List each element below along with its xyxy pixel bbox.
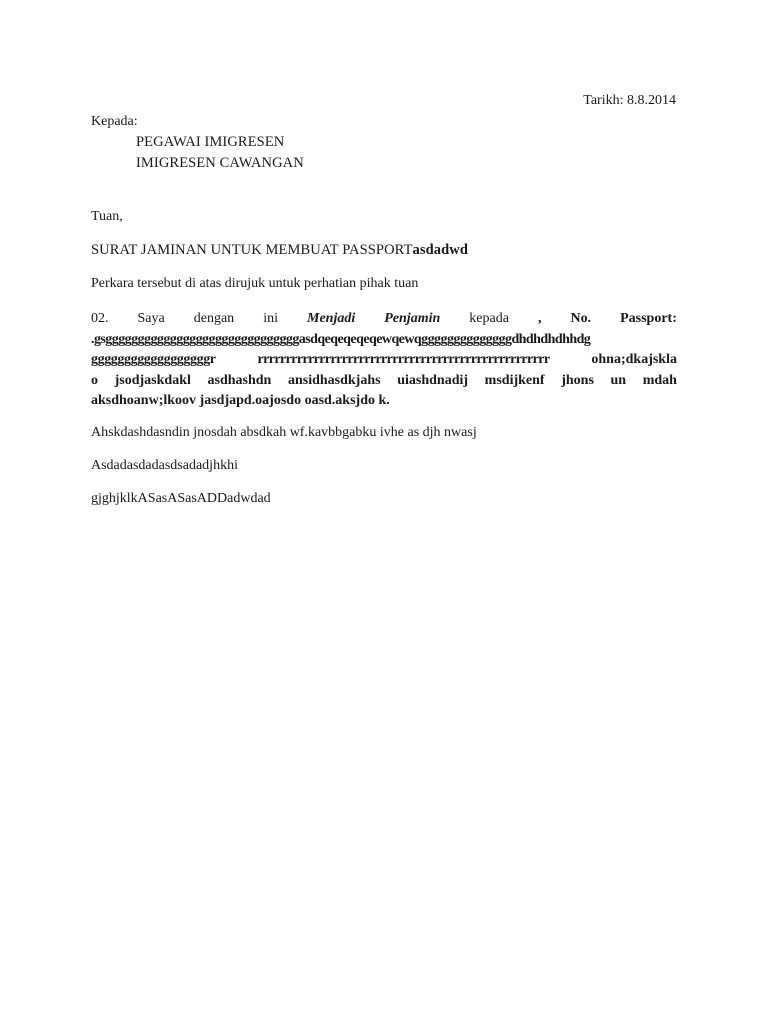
- body-word: Passport:: [620, 311, 677, 326]
- body-word: jsodjaskdakl: [114, 372, 191, 388]
- body-word: No.: [570, 311, 592, 326]
- body-text: .gsggggggggggggggggggggggggggggggasdqeqeqeqeqewqewqggggggggggggggdhdhdhdhhdg: [91, 331, 591, 347]
- body-word: dengan: [193, 311, 235, 326]
- body-word: asdhashdn: [207, 372, 272, 388]
- body-word: uiashdnadij: [397, 372, 469, 388]
- body-word: jhons: [561, 372, 594, 388]
- body-word: kepada: [469, 311, 509, 326]
- paragraph-4: Asdadasdadasdsadadjhkhi: [91, 458, 238, 473]
- salutation: Tuan,: [91, 209, 123, 224]
- body-line-1: [91, 309, 677, 330]
- body-line-4: [91, 371, 677, 392]
- body-word-emphasis: Menjadi: [307, 311, 356, 326]
- to-label: Kepada:: [91, 114, 138, 129]
- body-line-5: aksdhoanw;lkoov jasdjapd.oajosdo oasd.aksjdo k.: [91, 393, 390, 408]
- body-text: ohna;dkajskla: [591, 352, 677, 367]
- paragraph-5: gjghjklkASasASasADDadwdad: [91, 491, 271, 506]
- subject-heading: [91, 242, 468, 259]
- paragraph-3: Ahskdashdasndin jnosdah absdkah wf.kavbbgabku ivhe as djh nwasj: [91, 425, 477, 440]
- subject-main: SURAT JAMINAN UNTUK MEMBUAT PASSPORT: [91, 242, 413, 258]
- recipient-line-2: IMIGRESEN CAWANGAN: [136, 155, 304, 171]
- body-word-emphasis: Penjamin: [384, 311, 441, 326]
- body-word: msdijkenf: [484, 372, 545, 388]
- subject-suffix: asdadwd: [412, 242, 469, 258]
- letter-date: Tarikh: 8.8.2014: [583, 93, 676, 108]
- body-word: ini: [263, 311, 278, 326]
- para-number: 02.: [91, 311, 109, 326]
- body-word: o: [91, 372, 98, 388]
- body-word: ansidhasdkjahs: [287, 372, 381, 388]
- body-paragraph: [91, 309, 677, 412]
- recipient-line-1: PEGAWAI IMIGRESEN: [136, 134, 285, 150]
- body-line-3: [91, 350, 677, 371]
- body-text: rrrrrrrrrrrrrrrrrrrrrrrrrrrrrrrrrrrrrrrrrrrrrrrrrrrr: [257, 352, 550, 367]
- body-word: Saya: [137, 311, 165, 326]
- body-text: ggggggggggggggggggr: [91, 352, 216, 367]
- body-word: ,: [537, 311, 542, 326]
- body-word: un: [610, 372, 627, 388]
- body-word: mdah: [642, 372, 677, 388]
- intro-paragraph: Perkara tersebut di atas dirujuk untuk perhatian pihak tuan: [91, 276, 419, 291]
- body-line-2: [91, 330, 677, 351]
